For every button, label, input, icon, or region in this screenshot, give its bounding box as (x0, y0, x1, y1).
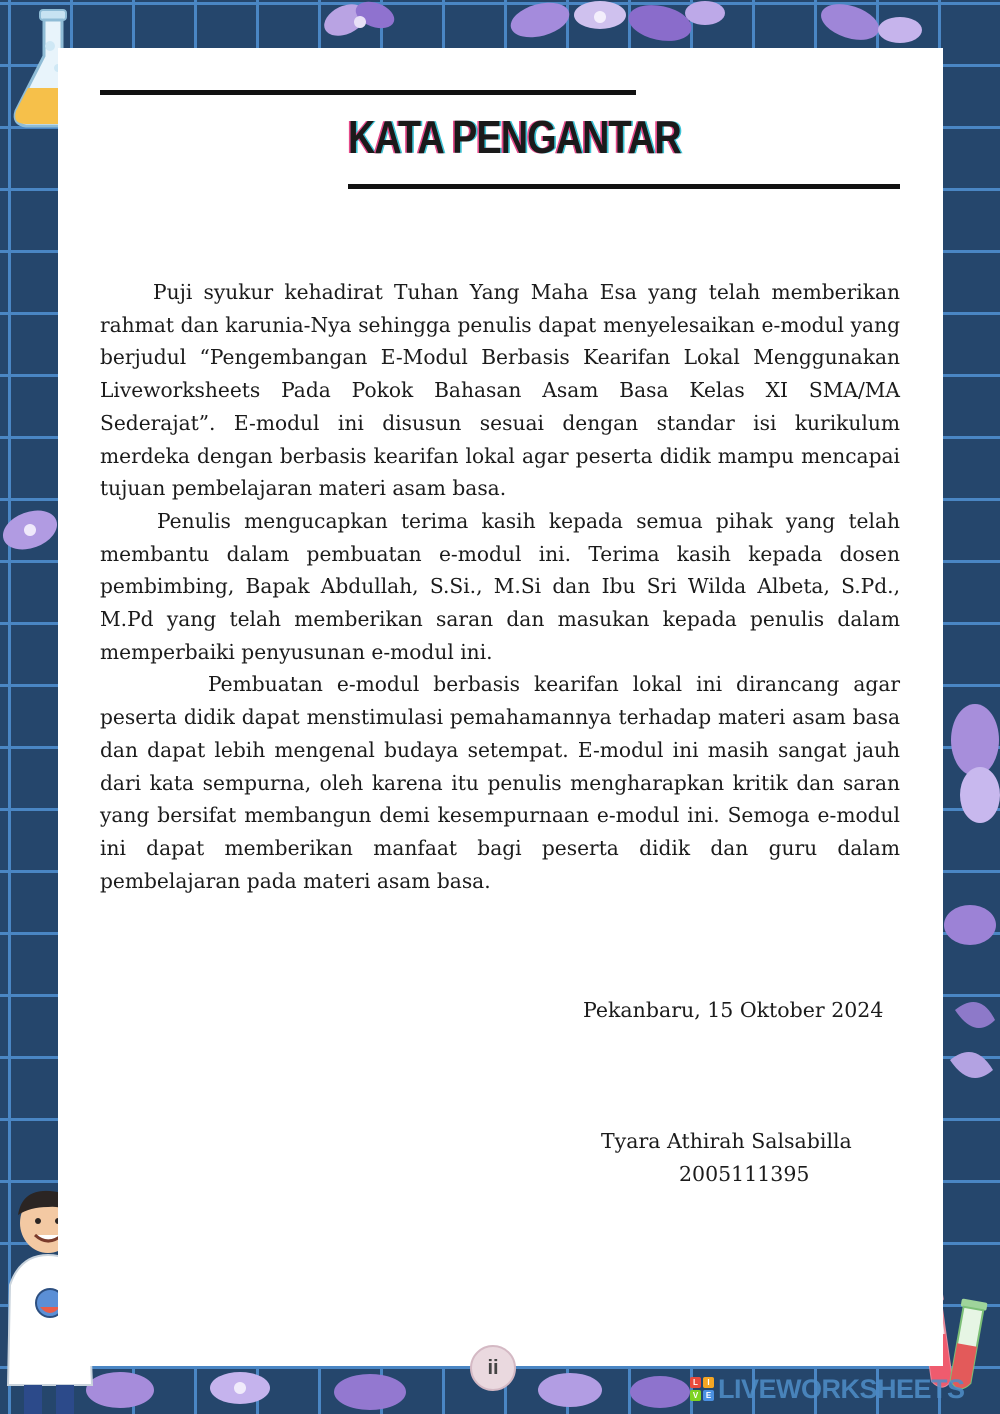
author-id: 2005111395 (679, 1162, 810, 1186)
logo-letter: E (703, 1390, 714, 1401)
logo-letter: V (690, 1390, 701, 1401)
author-name: Tyara Athirah Salsabilla (601, 1129, 852, 1153)
logo-letter: I (703, 1377, 714, 1388)
logo-letter: L (690, 1377, 701, 1388)
paragraph: Pembuatan e-modul berbasis kearifan lokal ini dirancang agar peserta didik dapat menstimulasi pemahamannya terhadap materi asam basa dan dapat lebih mengenal budaya setempat. E-modul ini masih sangat jauh dari kata sempurna, oleh karena itu penulis mengharapkan kritik dan saran yang bersifat membangun demi kesempurnaan e-modul ini. Semoga e-modul ini dapat memberikan manfaat bagi peserta didik dan guru dalam pembelajaran pada materi asam basa. (100, 672, 900, 893)
liveworksheets-logo-icon (690, 1377, 714, 1401)
page-number: ii (470, 1345, 516, 1391)
document-page (58, 48, 943, 1366)
paragraph: Puji syukur kehadirat Tuhan Yang Maha Esa yang telah memberikan rahmat dan karunia-Nya sehingga penulis dapat menyelesaikan e-modul yang berjudul “Pengembangan E-Modul Berbasis Kearifan Lokal Menggunakan Liveworksheets Pada Pokok Bahasan Asam Basa Kelas XI SMA/MA Sederajat”. E-modul ini disusun sesuai dengan standar isi kurikulum merdeka dengan berbasis kearifan lokal agar peserta didik mampu mencapai tujuan pembelajaran materi asam basa. (100, 280, 900, 501)
watermark-text: LIVEWORKSHEETS (718, 1373, 965, 1404)
title-bottom-rule (348, 184, 900, 189)
preface-body (100, 276, 900, 897)
title-top-rule (100, 90, 636, 95)
page-title: KATA PENGANTAR (348, 111, 681, 163)
paragraph: Penulis mengucapkan terima kasih kepada semua pihak yang telah membantu dalam pembuatan e-modul ini. Terima kasih kepada dosen pembimbing, Bapak Abdullah, S.Si., M.Si dan Ibu Sri Wilda Albeta, S.Pd., M.Pd yang telah memberikan saran dan masukan kepada penulis dalam memperbaiki penyusunan e-modul ini. (100, 508, 900, 664)
flower-icon (935, 700, 1000, 830)
flower-icon (935, 890, 1000, 1110)
liveworksheets-watermark (690, 1375, 965, 1403)
flower-icon (500, 0, 730, 55)
place-date: Pekanbaru, 15 Oktober 2024 (583, 998, 884, 1022)
